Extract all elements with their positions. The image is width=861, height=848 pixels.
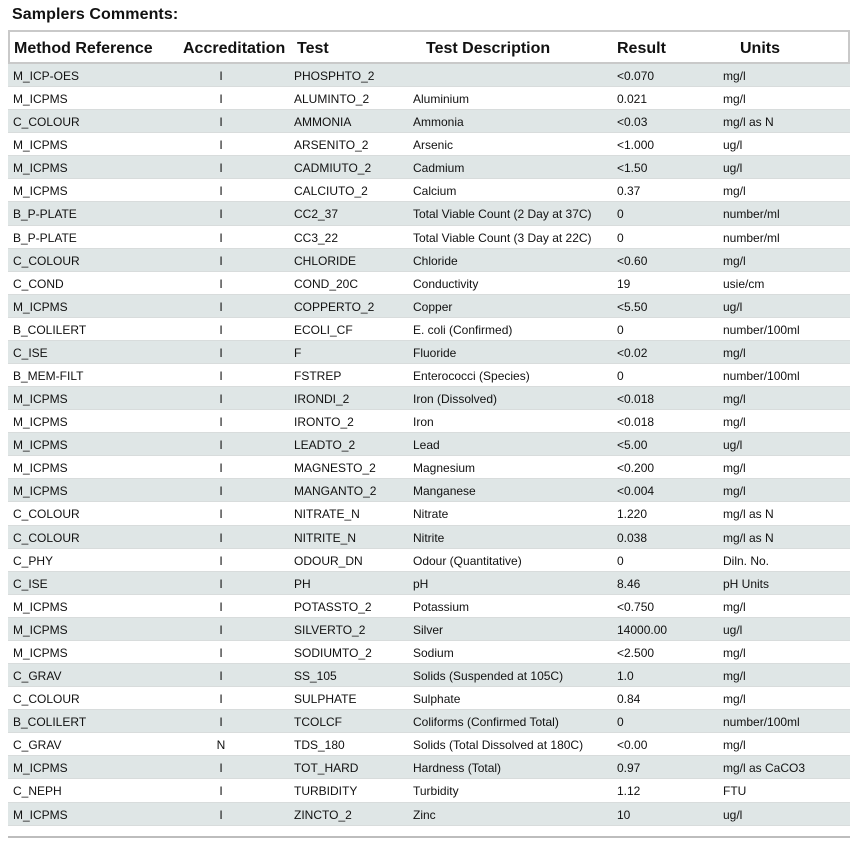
cell-test: NITRITE_N xyxy=(294,530,357,545)
cell-method-reference: C_ISE xyxy=(13,576,48,591)
cell-test: CADMIUTO_2 xyxy=(294,161,372,176)
accreditation-code: I xyxy=(219,115,223,130)
cell-test-description: Lead xyxy=(413,438,440,453)
accreditation-code: I xyxy=(219,507,223,522)
cell-test-description: Nitrite xyxy=(413,530,445,545)
cell-method-reference: M_ICPMS xyxy=(13,599,68,614)
cell-result: <5.00 xyxy=(617,438,648,453)
table-row xyxy=(8,110,850,133)
cell-test: CALCIUTO_2 xyxy=(294,184,368,199)
cell-test-description: Cadmium xyxy=(413,161,465,176)
cell-test-description: Enterococci (Species) xyxy=(413,369,530,384)
cell-result: 0 xyxy=(617,553,624,568)
table-row xyxy=(8,618,850,641)
cell-test-description: Fluoride xyxy=(413,345,457,360)
table-row xyxy=(8,526,850,549)
table-row xyxy=(8,387,850,410)
cell-units: usie/cm xyxy=(723,276,765,291)
results-table xyxy=(8,30,850,826)
cell-test-description: Aluminium xyxy=(413,92,470,107)
accreditation-code: I xyxy=(219,669,223,684)
cell-test-description: Ammonia xyxy=(413,115,464,130)
cell-test: MAGNESTO_2 xyxy=(294,461,376,476)
accreditation-code: I xyxy=(219,161,223,176)
header-test: Test xyxy=(297,40,329,57)
cell-method-reference: C_ISE xyxy=(13,345,48,360)
cell-test: ALUMINTO_2 xyxy=(294,92,370,107)
samplers-comments-heading: Samplers Comments: xyxy=(12,6,179,23)
cell-test: AMMONIA xyxy=(294,115,352,130)
cell-units: ug/l xyxy=(723,807,743,822)
cell-units: mg/l xyxy=(723,184,746,199)
accreditation-code: I xyxy=(219,184,223,199)
table-row xyxy=(8,295,850,318)
cell-result: <0.070 xyxy=(617,69,655,83)
accreditation-code: I xyxy=(219,599,223,614)
cell-result: 0.84 xyxy=(617,692,641,707)
accreditation-code: I xyxy=(219,415,223,430)
table-row xyxy=(8,733,850,756)
accreditation-code: I xyxy=(219,715,223,730)
cell-test-description: Hardness (Total) xyxy=(413,761,502,776)
table-row xyxy=(8,595,850,618)
cell-units: mg/l xyxy=(723,484,746,499)
cell-test-description: Calcium xyxy=(413,184,457,199)
table-row xyxy=(8,433,850,456)
cell-test-description: Solids (Suspended at 105C) xyxy=(413,669,564,684)
cell-units: ug/l xyxy=(723,622,743,637)
cell-test-description: Manganese xyxy=(413,484,476,499)
accreditation-code: I xyxy=(219,207,223,222)
cell-units: number/ml xyxy=(723,230,780,245)
bottom-divider xyxy=(8,836,850,838)
cell-test: NITRATE_N xyxy=(294,507,360,522)
accreditation-code: I xyxy=(219,69,223,83)
accreditation-code: N xyxy=(216,738,226,753)
cell-method-reference: C_COLOUR xyxy=(13,692,80,707)
table-row xyxy=(8,226,850,249)
cell-test-description: Total Viable Count (3 Day at 22C) xyxy=(413,230,592,245)
cell-test: TCOLCF xyxy=(294,715,342,730)
table-row xyxy=(8,179,850,202)
cell-method-reference: M_ICPMS xyxy=(13,438,68,453)
cell-test: FSTREP xyxy=(294,369,342,384)
cell-test: TOT_HARD xyxy=(294,761,359,776)
cell-method-reference: M_ICPMS xyxy=(13,92,68,107)
table-row xyxy=(8,156,850,179)
cell-result: <2.500 xyxy=(617,645,655,660)
cell-result: 19 xyxy=(617,276,631,291)
cell-test-description: Sulphate xyxy=(413,692,461,707)
cell-result: 0 xyxy=(617,322,624,337)
table-body xyxy=(8,64,850,826)
cell-test: ODOUR_DN xyxy=(294,553,363,568)
cell-method-reference: M_ICPMS xyxy=(13,184,68,199)
cell-test: PHOSPHTO_2 xyxy=(294,69,375,83)
table-row xyxy=(8,272,850,295)
cell-test-description: Turbidity xyxy=(413,784,459,799)
cell-test-description: Copper xyxy=(413,299,453,314)
cell-result: <0.750 xyxy=(617,599,655,614)
accreditation-code: I xyxy=(219,553,223,568)
cell-units: number/100ml xyxy=(723,322,800,337)
cell-test: POTASSTO_2 xyxy=(294,599,372,614)
accreditation-code: I xyxy=(219,299,223,314)
cell-method-reference: B_COLILERT xyxy=(13,715,87,730)
accreditation-code: I xyxy=(219,461,223,476)
cell-method-reference: M_ICPMS xyxy=(13,299,68,314)
cell-units: mg/l xyxy=(723,253,746,268)
cell-method-reference: B_P-PLATE xyxy=(13,230,77,245)
table-row xyxy=(8,502,850,525)
table-row xyxy=(8,364,850,387)
header-units: Units xyxy=(740,40,780,57)
cell-method-reference: M_ICPMS xyxy=(13,645,68,660)
cell-result: <0.03 xyxy=(617,115,648,130)
cell-units: mg/l xyxy=(723,692,746,707)
table-row xyxy=(8,318,850,341)
cell-method-reference: C_GRAV xyxy=(13,738,62,753)
cell-test: SODIUMTO_2 xyxy=(294,645,372,660)
cell-method-reference: C_COLOUR xyxy=(13,115,80,130)
table-row xyxy=(8,249,850,272)
accreditation-code: I xyxy=(219,484,223,499)
cell-test: CHLORIDE xyxy=(294,253,357,268)
accreditation-code: I xyxy=(219,438,223,453)
cell-result: <0.018 xyxy=(617,392,655,407)
table-row xyxy=(8,710,850,733)
cell-test-description: Potassium xyxy=(413,599,470,614)
cell-result: 1.220 xyxy=(617,507,648,522)
cell-test-description: Magnesium xyxy=(413,461,476,476)
table-row xyxy=(8,572,850,595)
cell-method-reference: M_ICPMS xyxy=(13,138,68,153)
cell-method-reference: B_COLILERT xyxy=(13,322,87,337)
cell-result: <0.018 xyxy=(617,415,655,430)
cell-test: SS_105 xyxy=(294,669,337,684)
cell-test-description: Arsenic xyxy=(413,138,454,153)
cell-units: mg/l xyxy=(723,461,746,476)
cell-result: <0.02 xyxy=(617,345,648,360)
cell-method-reference: C_PHY xyxy=(13,553,54,568)
cell-result: 0 xyxy=(617,369,624,384)
cell-result: <0.004 xyxy=(617,484,655,499)
cell-test-description: pH xyxy=(413,576,429,591)
cell-units: mg/l as N xyxy=(723,530,774,545)
cell-test: ARSENITO_2 xyxy=(294,138,369,153)
cell-result: 1.0 xyxy=(617,669,634,684)
cell-result: 1.12 xyxy=(617,784,641,799)
cell-test: LEADTO_2 xyxy=(294,438,356,453)
cell-test-description: Zinc xyxy=(413,807,436,822)
cell-units: pH Units xyxy=(723,576,770,591)
cell-test: PH xyxy=(294,576,311,591)
cell-units: mg/l xyxy=(723,599,746,614)
accreditation-code: I xyxy=(219,784,223,799)
accreditation-code: I xyxy=(219,138,223,153)
accreditation-code: I xyxy=(219,807,223,822)
cell-units: ug/l xyxy=(723,438,743,453)
accreditation-code: I xyxy=(219,253,223,268)
cell-test-description: Iron (Dissolved) xyxy=(413,392,498,407)
cell-test: CC3_22 xyxy=(294,230,339,245)
cell-test-description: Solids (Total Dissolved at 180C) xyxy=(413,738,584,753)
cell-result: 10 xyxy=(617,807,631,822)
cell-method-reference: M_ICPMS xyxy=(13,392,68,407)
cell-result: <5.50 xyxy=(617,299,648,314)
cell-units: number/100ml xyxy=(723,715,800,730)
cell-test-description: Chloride xyxy=(413,253,458,268)
accreditation-code: I xyxy=(219,92,223,107)
cell-method-reference: M_ICPMS xyxy=(13,807,68,822)
cell-test-description: Silver xyxy=(413,622,444,637)
header-method-reference: Method Reference xyxy=(14,40,153,57)
cell-units: ug/l xyxy=(723,138,743,153)
table-row xyxy=(8,687,850,710)
cell-units: number/100ml xyxy=(723,369,800,384)
cell-test: SILVERTO_2 xyxy=(294,622,366,637)
cell-test: TDS_180 xyxy=(294,738,345,753)
cell-result: 0.37 xyxy=(617,184,641,199)
cell-result: <0.200 xyxy=(617,461,655,476)
cell-result: 0.038 xyxy=(617,530,648,545)
table-row xyxy=(8,87,850,110)
accreditation-code: I xyxy=(219,645,223,660)
cell-test: CC2_37 xyxy=(294,207,339,222)
cell-method-reference: B_P-PLATE xyxy=(13,207,77,222)
cell-method-reference: M_ICPMS xyxy=(13,161,68,176)
accreditation-code: I xyxy=(219,345,223,360)
cell-result: 0.97 xyxy=(617,761,641,776)
accreditation-code: I xyxy=(219,622,223,637)
accreditation-code: I xyxy=(219,392,223,407)
cell-test: IRONDI_2 xyxy=(294,392,350,407)
accreditation-code: I xyxy=(219,761,223,776)
header-accreditation: Accreditation xyxy=(183,40,286,57)
table-row xyxy=(8,549,850,572)
cell-test-description: Nitrate xyxy=(413,507,449,522)
cell-test: F xyxy=(294,345,302,360)
cell-units: mg/l xyxy=(723,645,746,660)
cell-test: ZINCTO_2 xyxy=(294,807,352,822)
accreditation-code: I xyxy=(219,369,223,384)
cell-test: TURBIDITY xyxy=(294,784,358,799)
table-row xyxy=(8,64,850,87)
cell-result: 0.021 xyxy=(617,92,648,107)
accreditation-code: I xyxy=(219,530,223,545)
table-row xyxy=(8,641,850,664)
cell-units: Diln. No. xyxy=(723,553,770,568)
cell-method-reference: M_ICPMS xyxy=(13,461,68,476)
cell-method-reference: M_ICPMS xyxy=(13,761,68,776)
cell-test: SULPHATE xyxy=(294,692,357,707)
cell-units: mg/l xyxy=(723,415,746,430)
cell-test: COPPERTO_2 xyxy=(294,299,375,314)
table-row xyxy=(8,479,850,502)
table-row xyxy=(8,779,850,802)
cell-method-reference: B_MEM-FILT xyxy=(13,369,84,384)
cell-units: number/ml xyxy=(723,207,780,222)
table-row xyxy=(8,756,850,779)
cell-test-description: Iron xyxy=(413,415,434,430)
cell-result: <0.00 xyxy=(617,738,648,753)
cell-test: ECOLI_CF xyxy=(294,322,353,337)
cell-method-reference: C_COLOUR xyxy=(13,507,80,522)
cell-test-description: Odour (Quantitative) xyxy=(413,553,522,568)
cell-units: mg/l as N xyxy=(723,115,774,130)
cell-result: 14000.00 xyxy=(617,622,668,637)
cell-method-reference: C_COLOUR xyxy=(13,253,80,268)
table-row xyxy=(8,341,850,364)
cell-method-reference: M_ICPMS xyxy=(13,622,68,637)
cell-result: 0 xyxy=(617,230,624,245)
cell-test-description: Conductivity xyxy=(413,276,479,291)
cell-units: mg/l xyxy=(723,738,746,753)
header-result: Result xyxy=(617,40,666,57)
header-test-description: Test Description xyxy=(426,40,551,57)
cell-method-reference: C_NEPH xyxy=(13,784,62,799)
table-row xyxy=(8,664,850,687)
table-row xyxy=(8,202,850,225)
cell-method-reference: C_COND xyxy=(13,276,64,291)
cell-result: 8.46 xyxy=(617,576,641,591)
cell-units: ug/l xyxy=(723,299,743,314)
cell-units: mg/l xyxy=(723,345,746,360)
cell-test-description: Total Viable Count (2 Day at 37C) xyxy=(413,207,592,222)
cell-units: ug/l xyxy=(723,161,743,176)
table-row xyxy=(8,133,850,156)
cell-result: <1.50 xyxy=(617,161,648,176)
cell-units: FTU xyxy=(723,784,747,799)
cell-test-description: Coliforms (Confirmed Total) xyxy=(413,715,559,730)
cell-units: mg/l as N xyxy=(723,507,774,522)
accreditation-code: I xyxy=(219,692,223,707)
cell-units: mg/l xyxy=(723,69,746,83)
cell-result: 0 xyxy=(617,715,624,730)
accreditation-code: I xyxy=(219,322,223,337)
cell-test: IRONTO_2 xyxy=(294,415,354,430)
cell-method-reference: C_GRAV xyxy=(13,669,62,684)
cell-method-reference: M_ICP-OES xyxy=(13,69,80,83)
table-row xyxy=(8,803,850,826)
cell-units: mg/l xyxy=(723,392,746,407)
accreditation-code: I xyxy=(219,576,223,591)
cell-result: <0.60 xyxy=(617,253,648,268)
table-row xyxy=(8,456,850,479)
accreditation-code: I xyxy=(219,276,223,291)
table-row xyxy=(8,410,850,433)
cell-units: mg/l as CaCO3 xyxy=(723,761,806,776)
cell-test: COND_20C xyxy=(294,276,359,291)
cell-method-reference: M_ICPMS xyxy=(13,484,68,499)
accreditation-code: I xyxy=(219,230,223,245)
cell-units: mg/l xyxy=(723,669,746,684)
cell-result: <1.000 xyxy=(617,138,655,153)
cell-method-reference: C_COLOUR xyxy=(13,530,80,545)
cell-result: 0 xyxy=(617,207,624,222)
cell-test-description: Sodium xyxy=(413,645,454,660)
table-header xyxy=(8,30,850,64)
cell-units: mg/l xyxy=(723,92,746,107)
cell-method-reference: M_ICPMS xyxy=(13,415,68,430)
cell-test: MANGANTO_2 xyxy=(294,484,377,499)
cell-test-description: E. coli (Confirmed) xyxy=(413,322,513,337)
